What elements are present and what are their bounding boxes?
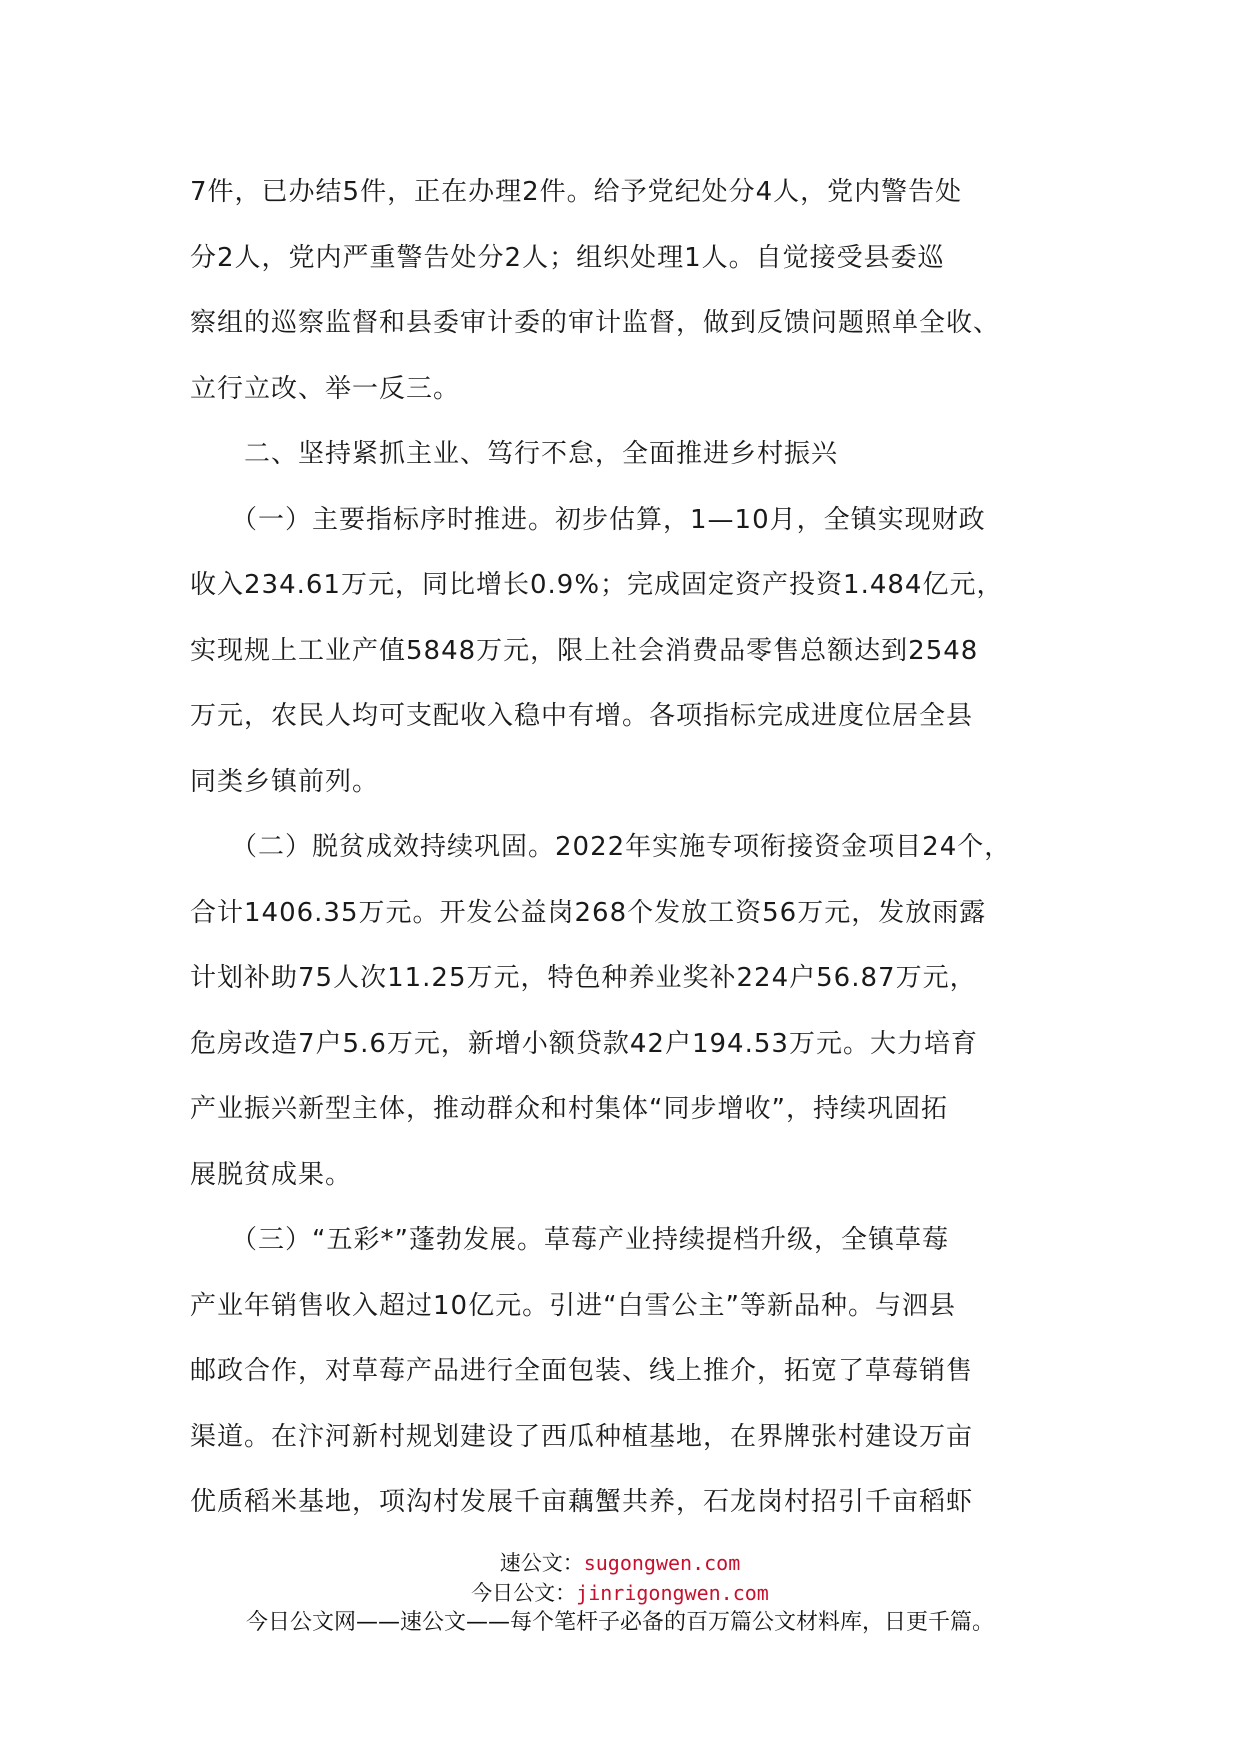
body-line: 7件，已办结5件，正在办理2件。给予党纪处分4人，党内警告处 [190, 177, 963, 207]
body-line: （二）脱贫成效持续巩固。2022年实施专项衔接资金项目24个， [190, 832, 1012, 862]
footer-slogan: 今日公文网——速公文——每个笔杆子必备的百万篇公文材料库，日更千篇。 [245, 1610, 994, 1635]
jinri-label: 今日公文： [471, 1581, 577, 1605]
sugongwen-link[interactable]: sugongwen.com [583, 1551, 741, 1575]
body-line: 合计1406.35万元。开发公益岗268个发放工资56万元，发放雨露 [190, 897, 987, 928]
body-line: 察组的巡察监督和县委审计委的审计监督，做到反馈问题照单全收、 [190, 308, 1001, 338]
body-line: 实现规上工业产值5848万元，限上社会消费品零售总额达到2548 [190, 635, 979, 666]
body-line: 危房改造7户5.6万元，新增小额贷款42户194.53万元。大力培育 [190, 1028, 978, 1059]
body-line: 展脱贫成果。 [190, 1159, 353, 1190]
body-line: 渠道。在汴河新村规划建设了西瓜种植基地，在界牌张村建设万亩 [190, 1421, 974, 1452]
jinri-link[interactable]: jinrigongwen.com [576, 1581, 769, 1605]
body-line: （一）主要指标序时推进。初步估算，1—10月，全镇实现财政 [190, 504, 986, 535]
body-line: 分2人，党内严重警告处分2人；组织处理1人。自觉接受县委巡 [190, 242, 945, 273]
body-line: 计划补助75人次11.25万元，特色种养业奖补224户56.87万元， [190, 963, 977, 993]
body-line: （三）“五彩*”蓬勃发展。草莓产业持续提档升级，全镇草莓 [190, 1225, 949, 1255]
body-line: 立行立改、举一反三。 [190, 373, 461, 404]
body-line: 同类乡镇前列。 [190, 766, 380, 797]
footer-jinri [0, 1578, 1240, 1608]
section-heading: 二、坚持紧抓主业、笃行不怠，全面推进乡村振兴 [190, 439, 839, 469]
page-footer [0, 1548, 1240, 1638]
body-line: 优质稻米基地，项沟村发展千亩藕蟹共养，石龙岗村招引千亩稻虾 [190, 1487, 974, 1517]
body-line: 万元，农民人均可支配收入稳中有增。各项指标完成进度位居全县 [190, 701, 974, 731]
footer-sugongwen [0, 1548, 1240, 1578]
body-line: 邮政合作，对草莓产品进行全面包装、线上推介，拓宽了草莓销售 [190, 1356, 974, 1386]
body-line: 产业振兴新型主体，推动群众和村集体“同步增收”，持续巩固拓 [190, 1094, 948, 1124]
body-line: 收入234.61万元，同比增长0.9%；完成固定资产投资1.484亿元， [190, 570, 1004, 600]
sugongwen-label: 速公文： [499, 1551, 584, 1575]
document-body [190, 160, 1050, 1536]
body-line: 产业年销售收入超过10亿元。引进“白雪公主”等新品种。与泗县 [190, 1290, 957, 1321]
